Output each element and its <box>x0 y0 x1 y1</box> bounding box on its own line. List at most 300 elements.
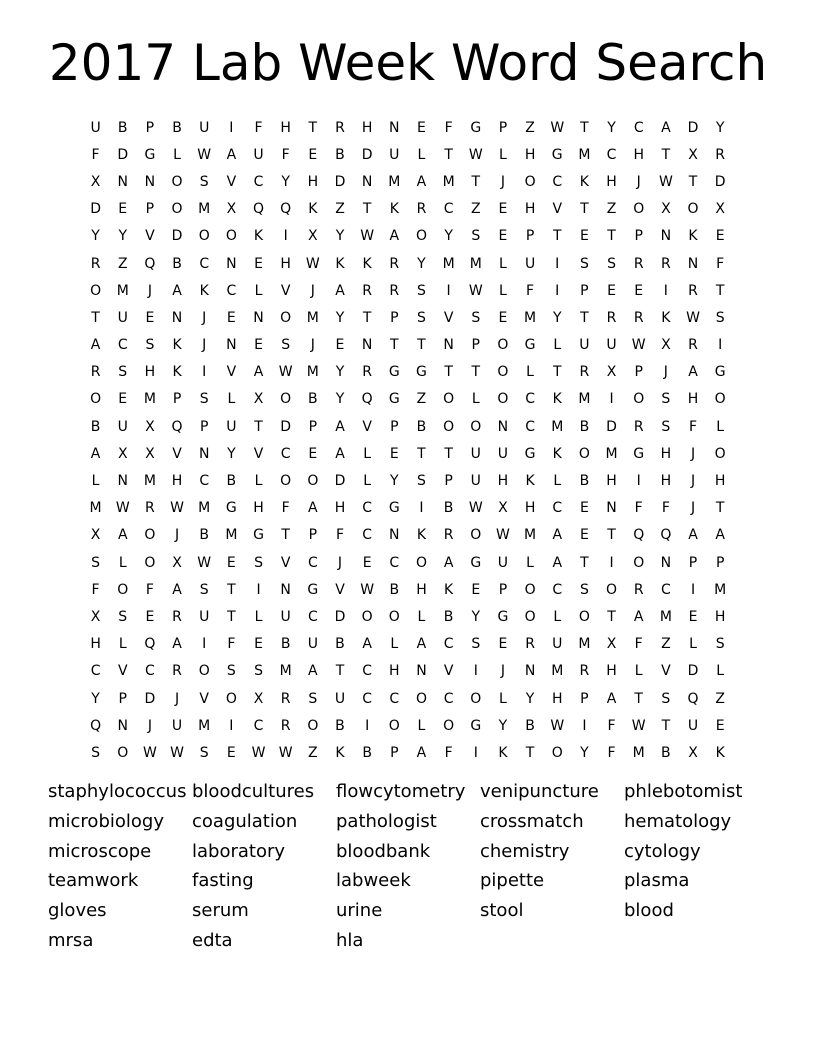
grid-letter: W <box>278 364 293 381</box>
grid-letter: M <box>578 391 591 408</box>
grid-letter: W <box>550 119 565 136</box>
grid-letter: Z <box>606 201 617 218</box>
grid-letter: T <box>471 173 481 190</box>
grid-letter: W <box>360 228 375 245</box>
grid-letter: S <box>199 581 209 598</box>
grid-letter: A <box>552 554 563 571</box>
grid-letter: V <box>443 663 454 680</box>
grid-letter: E <box>498 201 508 218</box>
grid-letter: U <box>171 717 183 734</box>
grid-letter: J <box>202 309 207 326</box>
grid-letter: W <box>115 500 130 517</box>
grid-letter: F <box>526 282 535 299</box>
grid-letter: R <box>362 282 372 299</box>
grid-letter: Q <box>144 636 156 653</box>
grid-letter: N <box>389 119 400 136</box>
grid-letter: A <box>661 119 671 136</box>
grid-letter: B <box>335 146 345 163</box>
grid-letter: Z <box>715 690 725 707</box>
grid-letter: A <box>335 418 345 435</box>
word-list-item: cytology <box>624 840 701 862</box>
grid-letter: L <box>526 554 534 571</box>
grid-letter: E <box>118 391 128 408</box>
grid-letter: P <box>390 309 399 326</box>
grid-letter: J <box>500 663 505 680</box>
grid-letter: W <box>360 581 375 598</box>
grid-letter: J <box>202 337 207 354</box>
grid-row <box>82 304 734 331</box>
grid-letter: K <box>715 744 725 761</box>
grid-letter: N <box>606 500 617 517</box>
grid-letter: E <box>471 581 481 598</box>
grid-letter: I <box>690 581 696 598</box>
grid-letter: A <box>308 663 318 680</box>
grid-letter: U <box>117 309 128 326</box>
grid-letter: U <box>497 554 509 571</box>
grid-letter: Y <box>335 391 345 408</box>
grid-letter: E <box>715 228 725 245</box>
grid-letter: H <box>144 364 156 381</box>
grid-letter: X <box>90 173 101 190</box>
grid-letter: H <box>90 636 101 653</box>
grid-letter: T <box>444 364 453 381</box>
word-list-item: pathologist <box>336 810 437 832</box>
grid-letter: P <box>118 690 127 707</box>
grid-letter: V <box>145 228 155 245</box>
grid-letter: E <box>308 146 318 163</box>
grid-letter: X <box>226 201 237 218</box>
grid-letter: W <box>142 744 157 761</box>
grid-letter: X <box>661 337 671 354</box>
grid-letter: L <box>363 445 372 462</box>
grid-letter: P <box>390 744 399 761</box>
grid-letter: L <box>471 391 480 408</box>
grid-letter: G <box>144 146 156 163</box>
grid-letter: E <box>254 337 263 354</box>
word-list-item: mrsa <box>48 929 94 951</box>
grid-letter: A <box>90 445 101 462</box>
grid-letter: V <box>253 445 264 462</box>
grid-letter: F <box>281 146 290 163</box>
grid-letter: B <box>280 636 291 653</box>
grid-letter: O <box>117 744 129 761</box>
grid-letter: H <box>714 473 726 490</box>
grid-letter: B <box>335 636 345 653</box>
grid-letter: A <box>117 527 128 544</box>
grid-letter: N <box>416 663 427 680</box>
grid-row <box>82 549 734 576</box>
grid-letter: A <box>389 228 400 245</box>
word-list-item: serum <box>192 900 249 922</box>
grid-letter: M <box>442 255 455 272</box>
grid-letter: U <box>280 608 291 625</box>
grid-letter: Z <box>308 744 318 761</box>
grid-letter: J <box>174 527 180 544</box>
grid-letter: K <box>579 173 589 190</box>
grid-letter: I <box>283 228 288 245</box>
grid-letter: I <box>609 554 614 571</box>
grid-letter: W <box>251 744 266 761</box>
grid-letter: V <box>199 690 209 707</box>
grid-letter: T <box>444 146 453 163</box>
grid-letter: H <box>524 201 536 218</box>
grid-letter: M <box>605 445 618 462</box>
grid-letter: K <box>362 255 372 272</box>
grid-letter: T <box>580 201 589 218</box>
grid-row <box>82 685 734 712</box>
grid-letter: Q <box>144 255 156 272</box>
grid-letter: T <box>390 337 399 354</box>
grid-letter: R <box>362 364 372 381</box>
grid-letter: R <box>90 255 101 272</box>
grid-letter: O <box>633 391 645 408</box>
grid-letter: E <box>226 554 236 571</box>
grid-letter: E <box>579 500 589 517</box>
grid-letter: R <box>633 581 644 598</box>
grid-row <box>82 168 734 195</box>
grid-letter: R <box>280 717 291 734</box>
grid-letter: X <box>145 418 155 435</box>
grid-letter: O <box>551 744 563 761</box>
grid-letter: K <box>253 228 264 245</box>
grid-letter: Z <box>470 201 481 218</box>
grid-letter: O <box>443 418 455 435</box>
grid-letter: H <box>524 500 536 517</box>
grid-letter: O <box>388 717 400 734</box>
grid-letter: M <box>89 500 102 517</box>
grid-letter: A <box>253 364 264 381</box>
grid-row <box>82 413 734 440</box>
grid-letter: E <box>715 717 725 734</box>
grid-letter: Y <box>335 309 345 326</box>
grid-letter: O <box>470 527 482 544</box>
grid-row <box>82 141 734 168</box>
grid-letter: S <box>417 309 426 326</box>
grid-letter: B <box>579 473 590 490</box>
grid-letter: O <box>307 473 319 490</box>
grid-letter: G <box>307 581 319 598</box>
grid-letter: X <box>117 445 128 462</box>
grid-row <box>82 386 734 413</box>
grid-letter: N <box>117 717 128 734</box>
grid-letter: P <box>525 228 535 245</box>
grid-letter: R <box>145 500 155 517</box>
grid-letter: X <box>90 608 101 625</box>
grid-letter: U <box>226 418 237 435</box>
grid-letter: H <box>633 146 644 163</box>
grid-letter: E <box>335 337 345 354</box>
grid-letter: T <box>227 581 236 598</box>
grid-letter: D <box>714 173 726 190</box>
grid-letter: S <box>118 364 128 381</box>
word-list-item: flowcytometry <box>336 781 466 802</box>
grid-row <box>82 440 734 467</box>
grid-letter: T <box>607 228 616 245</box>
grid-letter: E <box>579 527 589 544</box>
grid-letter: J <box>337 554 343 571</box>
grid-letter: S <box>417 473 426 490</box>
grid-letter: A <box>688 364 698 381</box>
grid-letter: F <box>444 744 453 761</box>
grid-letter: V <box>226 173 237 190</box>
word-list-item: microscope <box>48 840 152 862</box>
grid-letter: O <box>388 608 400 625</box>
grid-letter: O <box>415 228 427 245</box>
grid-letter: X <box>661 201 671 218</box>
grid-letter: A <box>335 445 345 462</box>
grid-letter: O <box>198 228 210 245</box>
grid-letter: Y <box>580 744 589 761</box>
grid-letter: K <box>335 744 345 761</box>
grid-letter: O <box>144 554 156 571</box>
grid-letter: E <box>226 309 236 326</box>
grid-letter: W <box>631 717 646 734</box>
grid-letter: O <box>361 608 373 625</box>
grid-letter: D <box>90 201 101 218</box>
grid-letter: M <box>225 527 238 544</box>
grid-letter: I <box>555 255 560 272</box>
grid-letter: L <box>553 337 562 354</box>
grid-letter: T <box>444 445 453 462</box>
grid-letter: O <box>633 554 645 571</box>
grid-letter: P <box>498 119 508 136</box>
grid-letter: R <box>633 418 644 435</box>
grid-letter: N <box>117 173 128 190</box>
grid-letter: C <box>199 255 210 272</box>
grid-letter: S <box>471 228 481 245</box>
grid-letter: P <box>498 581 508 598</box>
grid-letter: P <box>308 527 318 544</box>
grid-letter: S <box>715 636 725 653</box>
grid-letter: T <box>362 201 372 218</box>
grid-letter: T <box>552 364 562 381</box>
grid-letter: C <box>362 663 373 680</box>
grid-letter: A <box>362 636 372 653</box>
grid-letter: O <box>633 201 645 218</box>
grid-letter: G <box>633 445 645 462</box>
grid-letter: Q <box>280 201 292 218</box>
grid-letter: S <box>471 636 481 653</box>
grid-letter: J <box>690 445 696 462</box>
grid-letter: O <box>714 391 726 408</box>
grid-letter: B <box>389 581 400 598</box>
grid-letter: U <box>579 337 590 354</box>
grid-letter: C <box>443 201 454 218</box>
grid-letter: T <box>580 554 589 571</box>
grid-letter: U <box>524 255 536 272</box>
grid-letter: S <box>661 391 671 408</box>
grid-letter: T <box>362 309 372 326</box>
grid-row <box>82 114 734 141</box>
grid-row <box>82 277 734 304</box>
puzzle-title: 2017 Lab Week Word Search <box>48 34 768 92</box>
grid-letter: I <box>718 337 723 354</box>
grid-letter: L <box>363 473 372 490</box>
grid-letter: Y <box>552 309 562 326</box>
grid-letter: O <box>524 608 536 625</box>
grid-letter: I <box>419 500 424 517</box>
grid-letter: B <box>226 473 237 490</box>
grid-letter: A <box>172 282 182 299</box>
grid-letter: R <box>579 663 590 680</box>
grid-letter: O <box>443 391 455 408</box>
grid-letter: H <box>606 173 617 190</box>
grid-letter: P <box>471 337 480 354</box>
grid-letter: P <box>308 418 318 435</box>
grid-letter: O <box>415 690 427 707</box>
grid-letter: Y <box>281 173 290 190</box>
grid-letter: I <box>473 744 478 761</box>
grid-letter: J <box>310 282 315 299</box>
grid-letter: O <box>171 201 183 218</box>
grid-letter: T <box>634 690 643 707</box>
grid-letter: C <box>362 527 373 544</box>
grid-letter: L <box>118 554 127 571</box>
grid-letter: Y <box>227 445 236 462</box>
grid-letter: H <box>280 255 291 272</box>
grid-letter: I <box>229 717 234 734</box>
grid-letter: N <box>253 309 264 326</box>
grid-letter: G <box>524 445 536 462</box>
grid-letter: S <box>199 744 209 761</box>
grid-letter: Q <box>633 527 645 544</box>
grid-letter: C <box>307 554 318 571</box>
grid-letter: W <box>468 500 483 517</box>
grid-letter: V <box>661 663 671 680</box>
grid-letter: S <box>417 282 426 299</box>
grid-letter: I <box>365 717 370 734</box>
grid-letter: A <box>688 527 698 544</box>
grid-letter: M <box>551 663 564 680</box>
grid-letter: A <box>633 608 644 625</box>
grid-letter: Y <box>471 608 481 625</box>
grid-letter: P <box>580 282 589 299</box>
grid-letter: Y <box>607 119 616 136</box>
grid-letter: K <box>688 228 698 245</box>
grid-letter: A <box>552 527 563 544</box>
grid-letter: J <box>147 282 152 299</box>
grid-row <box>82 495 734 522</box>
grid-letter: J <box>310 337 315 354</box>
grid-letter: L <box>390 636 399 653</box>
grid-letter: R <box>688 282 698 299</box>
grid-letter: O <box>144 527 156 544</box>
grid-letter: O <box>307 717 319 734</box>
grid-letter: W <box>550 717 565 734</box>
grid-letter: Y <box>715 119 725 136</box>
grid-letter: R <box>172 663 182 680</box>
grid-letter: P <box>634 364 643 381</box>
grid-letter: L <box>227 391 236 408</box>
grid-row <box>82 576 734 603</box>
grid-letter: S <box>281 337 291 354</box>
grid-letter: L <box>499 282 507 299</box>
grid-letter: T <box>715 500 725 517</box>
grid-letter: K <box>335 255 345 272</box>
grid-letter: K <box>416 527 427 544</box>
grid-letter: M <box>306 364 319 381</box>
grid-letter: M <box>198 717 211 734</box>
grid-letter: J <box>663 364 668 381</box>
grid-letter: D <box>334 473 346 490</box>
grid-letter: O <box>497 337 509 354</box>
grid-letter: K <box>199 282 209 299</box>
grid-letter: X <box>308 228 318 245</box>
grid-letter: J <box>147 717 152 734</box>
grid-letter: G <box>416 364 427 381</box>
grid-letter: N <box>687 255 699 272</box>
grid-letter: H <box>361 119 373 136</box>
grid-letter: M <box>551 418 564 435</box>
grid-letter: B <box>443 608 454 625</box>
grid-letter: O <box>280 473 292 490</box>
grid-letter: F <box>661 500 670 517</box>
grid-letter: B <box>416 418 427 435</box>
grid-letter: S <box>308 690 318 707</box>
grid-letter: F <box>335 527 345 544</box>
grid-letter: C <box>362 690 373 707</box>
grid-letter: U <box>199 119 210 136</box>
grid-letter: T <box>227 608 236 625</box>
word-list-item: pipette <box>480 870 545 892</box>
grid-letter: M <box>578 146 591 163</box>
grid-letter: T <box>552 228 562 245</box>
grid-letter: X <box>498 500 508 517</box>
grid-letter: Q <box>90 717 102 734</box>
grid-letter: Y <box>91 690 100 707</box>
grid-letter: G <box>524 337 536 354</box>
grid-letter: Z <box>525 119 535 136</box>
grid-letter: Z <box>416 391 427 408</box>
grid-letter: T <box>715 282 725 299</box>
grid-letter: U <box>606 337 617 354</box>
grid-letter: X <box>715 201 725 218</box>
grid-letter: L <box>499 146 507 163</box>
grid-letter: H <box>253 500 264 517</box>
grid-letter: W <box>278 744 293 761</box>
grid-letter: G <box>388 364 400 381</box>
grid-letter: S <box>254 663 263 680</box>
grid-letter: F <box>716 255 725 272</box>
grid-letter: O <box>714 445 726 462</box>
grid-letter: C <box>280 445 291 462</box>
grid-letter: X <box>145 445 155 462</box>
grid-letter: R <box>579 364 590 381</box>
grid-letter: L <box>254 473 263 490</box>
word-list-item: phlebotomist <box>624 781 743 802</box>
grid-letter: W <box>170 500 184 517</box>
grid-letter: I <box>229 119 234 136</box>
grid-letter: K <box>661 309 671 326</box>
grid-letter: K <box>308 201 318 218</box>
grid-letter: M <box>198 500 211 517</box>
grid-letter: C <box>606 146 617 163</box>
grid-letter: A <box>335 282 345 299</box>
grid-letter: P <box>145 201 155 218</box>
grid-row <box>82 712 734 739</box>
grid-letter: N <box>144 173 156 190</box>
grid-letter: N <box>660 228 672 245</box>
grid-letter: W <box>197 146 212 163</box>
grid-letter: U <box>497 445 509 462</box>
grid-letter: W <box>197 554 212 571</box>
grid-letter: Y <box>335 364 345 381</box>
grid-letter: T <box>580 309 589 326</box>
grid-letter: N <box>361 337 373 354</box>
grid-letter: B <box>525 717 535 734</box>
grid-letter: Q <box>361 391 373 408</box>
grid-letter: V <box>280 282 291 299</box>
